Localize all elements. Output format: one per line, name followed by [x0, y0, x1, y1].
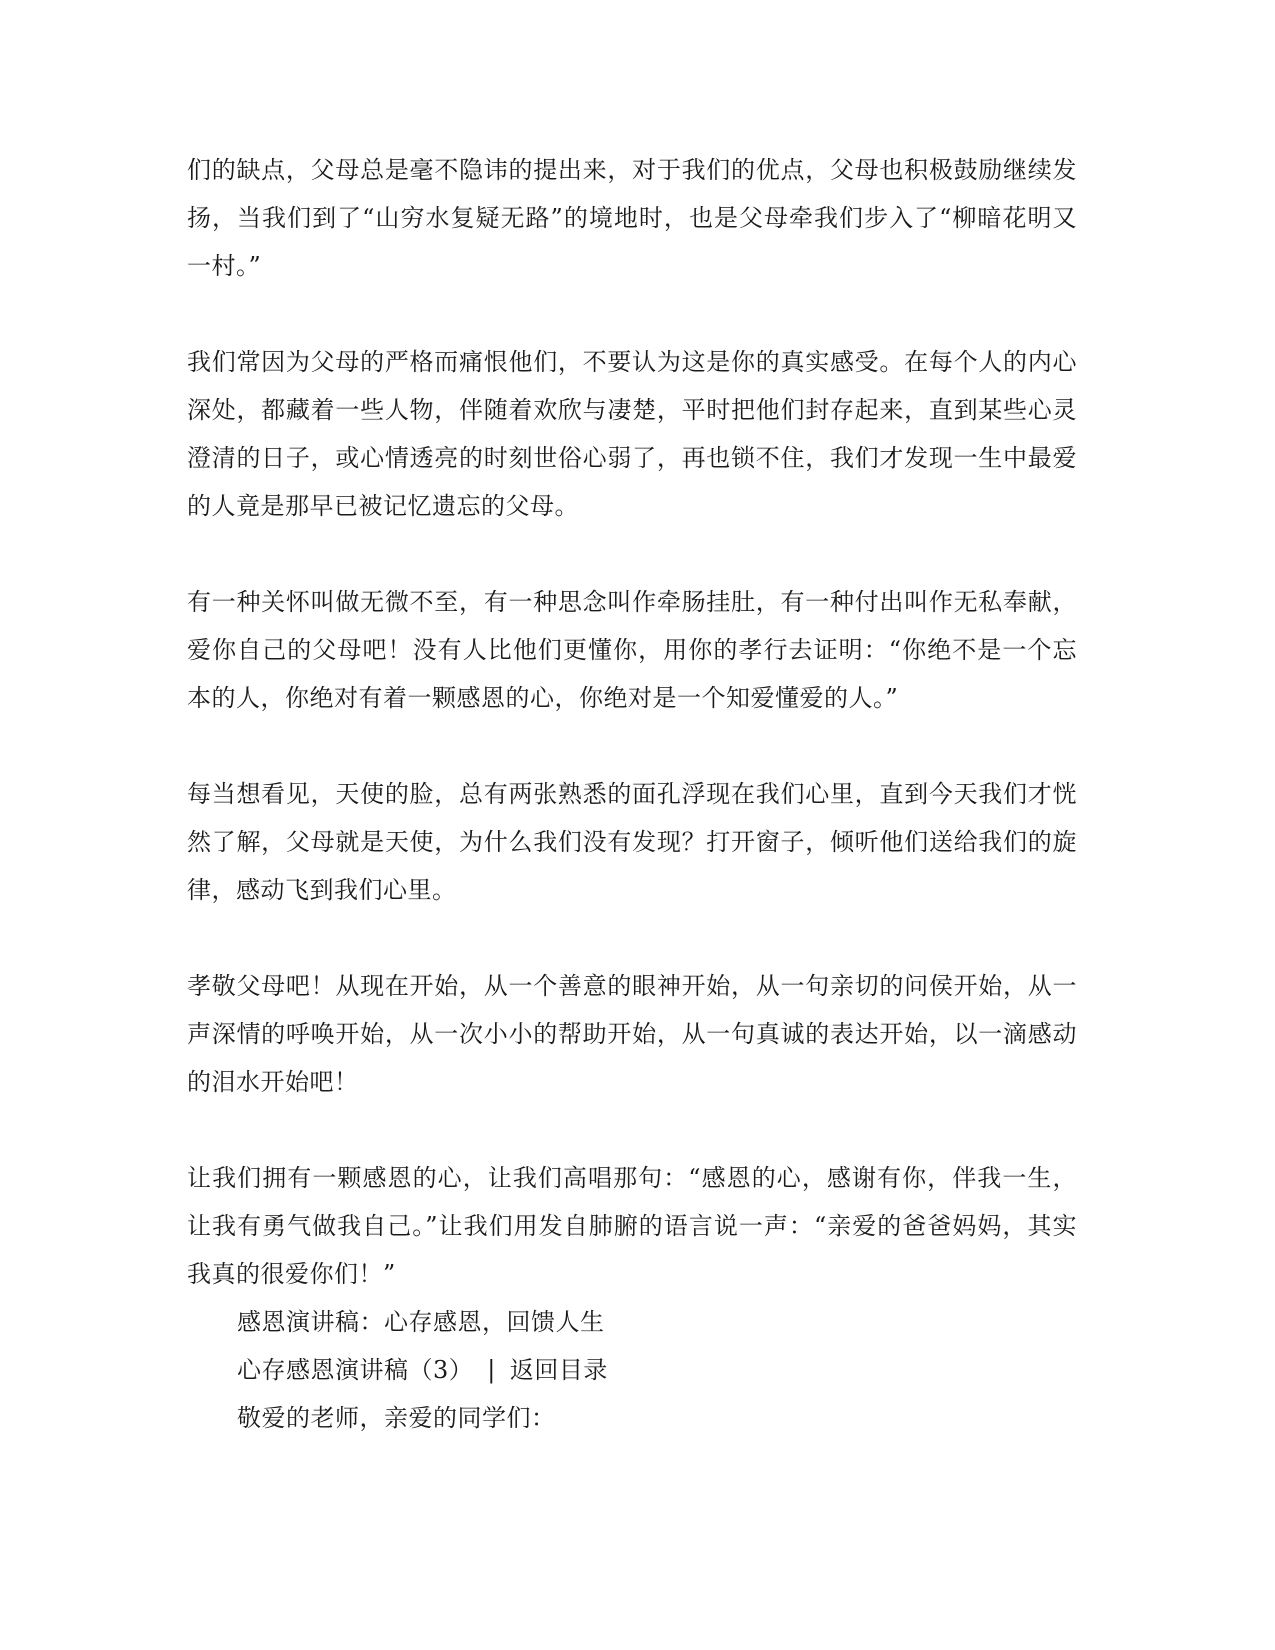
- body-paragraph: 有一种关怀叫做无微不至，有一种思念叫作牵肠挂肚，有一种付出叫作无私奉献，爱你自己的父母吧！没有人比他们更懂你，用你的孝行去证明：“你绝不是一个忘本的人，你绝对有着一颗感恩的心，你绝对是一个知爱懂爱的人。”: [187, 588, 1077, 712]
- next-speech-title: 心存感恩演讲稿（3）: [237, 1356, 474, 1384]
- greeting-line: 敬爱的老师，亲爱的同学们：: [237, 1404, 556, 1432]
- body-paragraph: 让我们拥有一颗感恩的心，让我们高唱那句：“感恩的心，感谢有你，伴我一生，让我有勇气做我自己。”让我们用发自肺腑的语言说一声：“亲爱的爸爸妈妈，其实我真的很爱你们！”: [187, 1164, 1077, 1288]
- speech-subtitle: 感恩演讲稿：心存感恩，回馈人生: [237, 1308, 605, 1336]
- next-speech-heading: [187, 1346, 1077, 1394]
- body-paragraph: 们的缺点，父母总是毫不隐讳的提出来，对于我们的优点，父母也积极鼓励继续发扬，当我们到了“山穷水复疑无路”的境地时，也是父母牵我们步入了“柳暗花明又一村。”: [187, 156, 1077, 280]
- body-paragraph: 每当想看见，天使的脸，总有两张熟悉的面孔浮现在我们心里，直到今天我们才恍然了解，父母就是天使，为什么我们没有发现？打开窗子，倾听他们送给我们的旋律，感动飞到我们心里。: [187, 780, 1077, 904]
- body-paragraph: 孝敬父母吧！从现在开始，从一个善意的眼神开始，从一句亲切的问侯开始，从一声深情的呼唤开始，从一次小小的帮助开始，从一句真诚的表达开始，以一滴感动的泪水开始吧！: [187, 972, 1077, 1096]
- footer-section: [187, 1298, 1077, 1442]
- separator: |: [487, 1356, 496, 1384]
- body-paragraph: 我们常因为父母的严格而痛恨他们，不要认为这是你的真实感受。在每个人的内心深处，都藏着一些人物，伴随着欢欣与凄楚，平时把他们封存起来，直到某些心灵澄清的日子，或心情透亮的时刻世俗心弱了，再也锁不住，我们才发现一生中最爱的人竟是那早已被记忆遗忘的父母。: [187, 348, 1077, 520]
- document-page: [187, 146, 1077, 1442]
- return-to-contents-link[interactable]: 返回目录: [509, 1356, 608, 1384]
